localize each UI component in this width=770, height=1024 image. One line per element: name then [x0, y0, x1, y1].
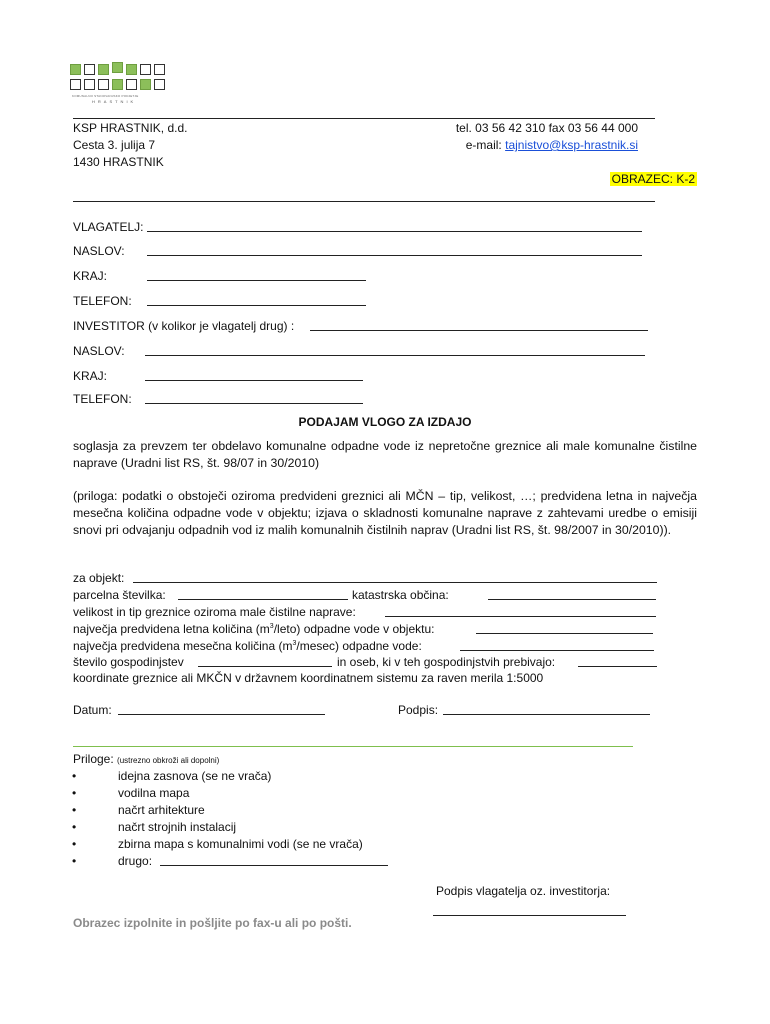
priloge-heading: [73, 752, 219, 766]
priloge-label: Priloge:: [73, 752, 114, 766]
investitor-naslov-field[interactable]: [145, 344, 645, 356]
gospodinjstev-field[interactable]: [198, 655, 332, 667]
email-link[interactable]: tajnistvo@ksp-hrastnik.si: [505, 138, 638, 152]
attachment-item: drugo:: [118, 854, 153, 868]
email-label: e-mail:: [465, 138, 502, 152]
velikost-label: velikost in tip greznice oziroma male čistilne naprave:: [73, 605, 356, 619]
attachment-item: načrt strojnih instalacij: [118, 820, 237, 834]
letna-label-b: /leto) odpadne vode v objektu:: [273, 622, 435, 636]
request-title: PODAJAM VLOGO ZA IZDAJO: [298, 415, 472, 429]
datum-field[interactable]: [118, 703, 325, 715]
vlagatelj-naslov-field[interactable]: [147, 244, 642, 256]
header-rule-bottom: [73, 201, 655, 202]
request-paragraph-1: soglasja za prevzem ter obdelavo komunalne odpadne vode iz nepretočne greznice ali male komunalne čistilne naprave (Uradni list RS, št. 98/07 in 30/2010): [73, 439, 697, 470]
vlagatelj-kraj-field[interactable]: [147, 269, 366, 281]
attachment-item: idejna zasnova (se ne vrača): [118, 769, 272, 783]
mesecna-label-a: največja predvidena mesečna količina (m: [73, 639, 293, 653]
bullet-icon: •: [72, 820, 77, 834]
letna-field[interactable]: [476, 622, 653, 634]
letna-sup: 3: [269, 623, 274, 630]
header-rule-top: [73, 118, 655, 119]
bullet-icon: •: [72, 854, 77, 868]
podpis-field[interactable]: [443, 703, 650, 715]
parcela-field[interactable]: [178, 588, 348, 600]
request-paragraph-2: (priloga: podatki o obstoječi oziroma predvideni greznici ali MČN – tip, velikost, …; predvidena letna in največja mesečna količina odpadne vode v objektu; izjava o skladnosti komunalne naprave z zahtevami uredbe o emisiji snovi pri odvajanju odpadnih vod iz malih komunalnih čistilnih naprav (Uradni list RS, št. 98/2007 in 30/2010)).: [73, 489, 697, 537]
section-divider: [73, 746, 633, 747]
mesecna-field[interactable]: [460, 639, 654, 651]
letna-label-a: največja predvidena letna količina (m: [73, 622, 270, 636]
company-logo: KOMUNALNO STANOVANJSKO PODJETJE HRASTNIK: [70, 62, 174, 104]
investor-signature-label: Podpis vlagatelja oz. investitorja:: [436, 884, 611, 898]
drugo-field[interactable]: [160, 854, 388, 866]
bullet-icon: •: [72, 769, 77, 783]
attachment-item: načrt arhitekture: [118, 803, 205, 817]
mesecna-label-b: /mesec) odpadne vode:: [296, 639, 422, 653]
investitor-kraj-label: KRAJ:: [73, 369, 108, 383]
company-name: KSP HRASTNIK, d.d.: [73, 121, 188, 135]
investitor-kraj-field[interactable]: [145, 369, 363, 381]
podpis-label: Podpis:: [398, 703, 439, 717]
company-city: 1430 HRASTNIK: [73, 155, 164, 169]
oseb-field[interactable]: [578, 655, 657, 667]
gospodinjstev-label: število gospodinjstev: [73, 655, 184, 669]
velikost-field[interactable]: [385, 605, 656, 617]
parcela-label: parcelna številka:: [73, 588, 166, 602]
company-street: Cesta 3. julija 7: [73, 138, 156, 152]
attachment-item: vodilna mapa: [118, 786, 190, 800]
oseb-label: in oseb, ki v teh gospodinjstvih prebivajo:: [337, 655, 556, 669]
bullet-icon: •: [72, 786, 77, 800]
katastrska-label: katastrska občina:: [352, 588, 449, 602]
vlagatelj-kraj-label: KRAJ:: [73, 269, 108, 283]
form-code: [610, 172, 697, 186]
bullet-icon: •: [72, 837, 77, 851]
attachment-item: zbirna mapa s komunalnimi vodi (se ne vrača): [118, 837, 363, 851]
koordinate-label: koordinate greznice ali MKČN v državnem koordinatnem sistemu za raven merila 1:5000: [73, 671, 544, 685]
za-objekt-label: za objekt:: [73, 571, 125, 585]
vlagatelj-telefon-label: TELEFON:: [73, 294, 132, 308]
investitor-telefon-label: TELEFON:: [73, 392, 132, 406]
vlagatelj-label: VLAGATELJ:: [73, 220, 144, 234]
vlagatelj-naslov-label: NASLOV:: [73, 244, 125, 258]
company-phone: tel. 03 56 42 310 fax 03 56 44 000: [455, 121, 638, 135]
investitor-field[interactable]: [310, 319, 648, 331]
bullet-icon: •: [72, 803, 77, 817]
investor-signature-field[interactable]: [433, 904, 626, 916]
katastrska-field[interactable]: [488, 588, 656, 600]
vlagatelj-field[interactable]: [147, 220, 642, 232]
investitor-telefon-field[interactable]: [145, 392, 363, 404]
investitor-naslov-label: NASLOV:: [73, 344, 125, 358]
vlagatelj-telefon-field[interactable]: [147, 294, 366, 306]
za-objekt-field[interactable]: [133, 571, 657, 583]
footer-note: Obrazec izpolnite in pošljite po fax-u ali po pošti.: [73, 916, 352, 930]
letna-label: [73, 622, 434, 636]
company-email-line: [466, 138, 638, 152]
mesecna-sup: 3: [292, 640, 297, 647]
investitor-label: INVESTITOR (v kolikor je vlagatelj drug) :: [73, 319, 295, 333]
form-code-badge: OBRAZEC: K-2: [611, 172, 695, 186]
mesecna-label: [73, 639, 422, 653]
datum-label: Datum:: [73, 703, 112, 717]
priloge-hint: (ustrezno obkroži ali dopolni): [117, 756, 220, 765]
